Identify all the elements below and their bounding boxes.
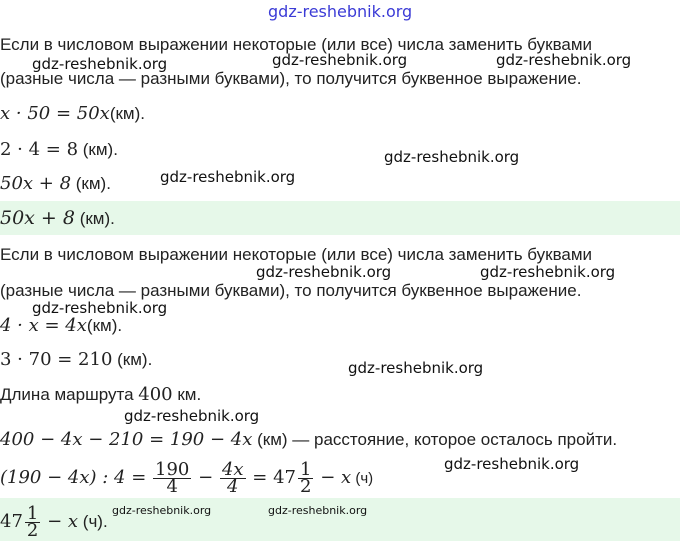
fraction-denominator: 4 [166,476,178,498]
expression-3-unit: (км). [71,174,111,193]
expression-2-math: 2 · 4 = 8 [0,139,79,160]
answer-2-fraction [25,503,40,542]
expression-4-math: 4 · x = 4x [0,315,87,336]
expression-4 [0,316,122,336]
watermark: gdz-reshebnik.org [496,51,632,69]
answer-2-tail: − x [47,511,79,532]
watermark: gdz-reshebnik.org [124,407,260,425]
expression-8-unit: (ч) [351,470,374,487]
expression-6-math: 400 [138,384,173,405]
expression-5-math: 3 · 70 = 210 [0,349,113,370]
expression-6 [0,385,201,405]
expression-8 [0,456,373,501]
expression-5 [0,350,152,370]
watermark: gdz-reshebnik.org [112,504,212,517]
watermark: gdz-reshebnik.org [444,455,580,473]
watermark: gdz-reshebnik.org [348,359,484,377]
expression-5-unit: (км). [112,350,153,369]
expression-8-tail: − x [320,467,352,488]
expression-8-left: (190 − 4x) : 4 = [0,467,147,488]
watermark: gdz-reshebnik.org [480,263,616,281]
expression-7-text: (км) — расстояние, которое осталось пройти. [252,430,618,449]
equals-47: = 47 [252,467,297,488]
definition-line-3: Если в числовом выражении некоторые (или все) числа заменить буквами [0,245,593,264]
fraction-numerator: 1 [300,459,312,481]
answer-2-int: 47 [0,511,23,532]
expression-4-unit: (км). [86,316,123,335]
watermark: gdz-reshebnik.org [272,51,408,69]
expression-3-math: 50x + 8 [0,173,72,194]
fraction-denominator: 2 [300,476,312,498]
expression-2 [0,140,118,160]
minus-sign: − [198,467,214,488]
answer-2 [0,500,108,544]
fraction-numerator: 4x [221,459,244,481]
expression-6-unit: км. [172,385,202,404]
answer-2-unit: (ч). [78,512,108,531]
answer-1-unit: (км). [74,209,115,228]
watermark: gdz-reshebnik.org [268,504,368,517]
definition-line-4: (разные числа — разными буквами), то получится буквенное выражение. [0,281,582,300]
fraction-190-4 [153,459,191,498]
expression-7 [0,430,617,450]
expression-1 [0,104,145,124]
watermark-top: gdz-reshebnik.org [268,2,413,21]
fraction-numerator: 190 [155,459,190,481]
watermark: gdz-reshebnik.org [32,299,168,317]
watermark: gdz-reshebnik.org [256,263,392,281]
definition-line-2: (разные числа — разными буквами), то получится буквенное выражение. [0,69,582,88]
fraction-denominator: 4 [227,476,239,498]
expression-1-unit: (км). [109,104,145,123]
expression-3 [0,174,111,194]
expression-2-unit: (км). [78,140,118,159]
watermark: gdz-reshebnik.org [32,55,168,73]
expression-1-math: x · 50 = 50x [0,103,110,124]
definition-line-1: Если в числовом выражении некоторые (или все) числа заменить буквами [0,35,593,54]
answer-1-math: 50x + 8 [0,207,75,229]
fraction-1-2 [298,459,313,498]
answer-1 [0,208,115,229]
fraction-numerator: 1 [26,503,39,525]
fraction-denominator: 2 [26,520,39,542]
expression-6-text: Длина маршрута [0,385,139,404]
watermark: gdz-reshebnik.org [384,148,520,166]
expression-7-math: 400 − 4x − 210 = 190 − 4x [0,429,253,450]
fraction-4x-4 [220,459,246,498]
watermark: gdz-reshebnik.org [160,168,296,186]
